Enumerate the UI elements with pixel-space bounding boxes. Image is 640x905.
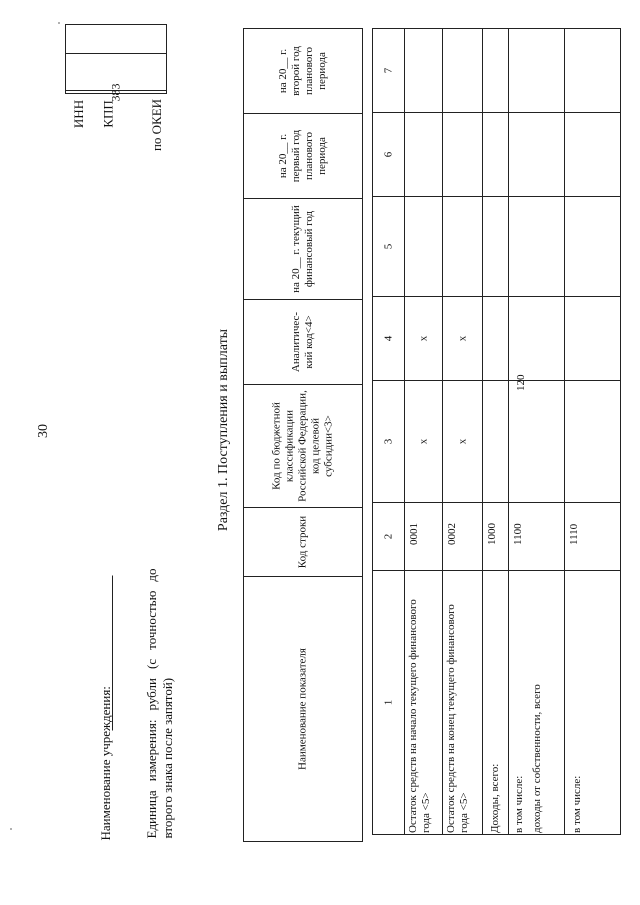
col-number-7: 7 [373, 29, 405, 113]
cell-r3-c3 [483, 381, 509, 503]
institution-label: Наименование учреждения: [98, 685, 113, 840]
cell-r3-c7 [483, 29, 509, 113]
cell-r3-c4 [483, 297, 509, 381]
page-number [34, 421, 54, 441]
cell-r5-c5 [565, 197, 621, 297]
col-number-5: 5 [373, 197, 405, 297]
document-header [92, 565, 204, 840]
inn-label: ИНН [71, 99, 87, 129]
header-col-4 [244, 300, 363, 385]
header-col-6 [244, 114, 363, 199]
cell-r1-c7 [405, 29, 443, 113]
cell-r1-c2: 0001 [405, 503, 443, 571]
cell-r2-c6 [443, 113, 483, 197]
header-col-2 [244, 508, 363, 577]
kpp-label: КПП [101, 100, 117, 128]
cell-r1-c6 [405, 113, 443, 197]
cell-r5-c6 [565, 113, 621, 197]
cell-r1-c1: Остаток средств на начало текущего финансового года <5> [405, 571, 443, 835]
cell-r2-c2: 0002 [443, 503, 483, 571]
header-col-5-text: на 20__ г. текущий финансовый год [290, 205, 315, 293]
cell-r4-c2: 1100 [509, 503, 565, 571]
cell-r4-c6 [509, 113, 565, 197]
col-number-2: 2 [373, 503, 405, 571]
inn-value-cell [66, 25, 166, 53]
header-col-6-text: на 20__ г. первый год планового периода [277, 129, 328, 183]
cell-r4-c3: 120 [509, 381, 565, 503]
header-col-3 [244, 385, 363, 508]
header-col-1-text: Наименование показателя [296, 648, 309, 770]
okei-label-wrap [144, 95, 170, 155]
cell-r4-c7 [509, 29, 565, 113]
kpp-label-wrap [96, 95, 122, 133]
header-col-1 [244, 577, 363, 842]
scan-speck [10, 828, 12, 830]
data-table [372, 28, 621, 835]
header-col-5 [244, 199, 363, 300]
cell-r3-c6 [483, 113, 509, 197]
cell-r1-c5 [405, 197, 443, 297]
cell-r5-c4 [565, 297, 621, 381]
cell-r5-c1: в том числе: [565, 571, 621, 835]
cell-r1-c4: x [405, 297, 443, 381]
cell-r4-c5 [509, 197, 565, 297]
cell-r5-c7 [565, 29, 621, 113]
cell-r2-c7 [443, 29, 483, 113]
cell-r3-c2: 1000 [483, 503, 509, 571]
cell-r2-c4: x [443, 297, 483, 381]
cell-r3-c5 [483, 197, 509, 297]
header-col-2-text: Код строки [296, 515, 309, 569]
cell-r5-c2: 1110 [565, 503, 621, 571]
inn-label-wrap [66, 95, 92, 133]
institution-blank-line [112, 575, 113, 730]
cell-r2-c1: Остаток средств на конец текущего финансового года <5> [443, 571, 483, 835]
cell-r2-c3: x [443, 381, 483, 503]
header-col-4-text: Аналитичес-кий код<4> [290, 311, 315, 373]
header-table [243, 28, 363, 842]
cell-r5-c3 [565, 381, 621, 503]
col-number-3: 3 [373, 381, 405, 503]
cell-r1-c3: x [405, 381, 443, 503]
scan-speck [58, 22, 60, 24]
section-title-text: Раздел 1. Поступления и выплаты [216, 328, 231, 532]
page-number-text: 30 [36, 424, 51, 438]
okei-value-cell [66, 83, 166, 101]
section-title [210, 310, 238, 550]
cell-r4-c1: в том числе: доходы от собственности, всего [509, 571, 565, 835]
col-number-6: 6 [373, 113, 405, 197]
header-col-7 [244, 29, 363, 114]
cell-r2-c5 [443, 197, 483, 297]
codes-box [65, 24, 167, 101]
okei-value: 383 [108, 83, 123, 101]
unit-of-measure: Единица измерения: рубли (с точностью до второго знака после запятой) [144, 568, 175, 838]
col-number-1: 1 [373, 571, 405, 835]
col-number-4: 4 [373, 297, 405, 381]
header-col-7-text: на 20__ г. второй год планового периода [277, 46, 328, 96]
cell-r4-c4 [509, 297, 565, 381]
okei-label: по ОКЕИ [149, 98, 165, 152]
header-col-3-text: Код по бюджетной классификации Российской Федерации, код целевой субсидии<3> [270, 390, 335, 502]
cell-r3-c1: Доходы, всего: [483, 571, 509, 835]
